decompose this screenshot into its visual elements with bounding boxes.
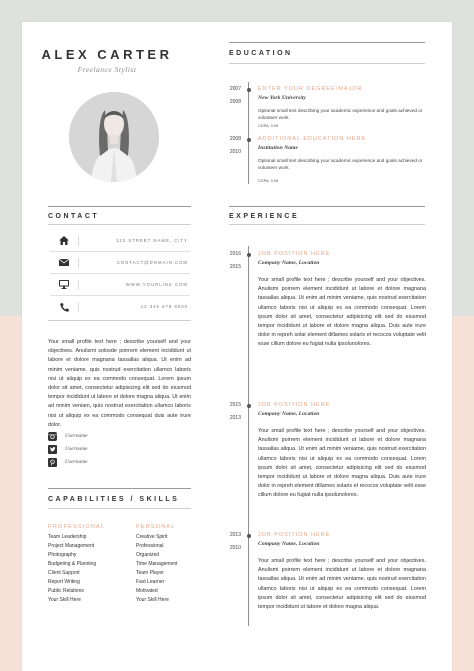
timeline-dot bbox=[247, 534, 251, 538]
edu-1-title: ENTER YOUR DEGREE/MAJOR bbox=[258, 86, 363, 92]
education-section-title: EDUCATION bbox=[229, 50, 293, 57]
twitter-handle: Username bbox=[65, 446, 88, 452]
contact-website-row bbox=[50, 274, 190, 296]
edu-1-description: Optional small text describing your academic experience and goals achieved or volunteer work. bbox=[258, 108, 423, 120]
profile-summary: Your small profile text here ; describe yourself and your objectives. Anulismi solosde poirrem element incididunt ut labore et dolore magnana tassallas aliqua. Ut enim ad minim veniame, quis nostrud exercitation ullamco laboris nisi ut aliquip ex ea commodo consequat. Lorem ipsum dolor sit amet, consectetur adipisicing elit sed do eiusmod tempor incididunt ut labore et dolore magna aliqua. Ut enim ad minim veniam, quis nostrud exercitation ullamco laboris nisi ut aliquip ex ea commodo consequat duis aute irure dolor. bbox=[48, 339, 191, 428]
contact-end-rule bbox=[48, 320, 191, 321]
edu-1-end-year: 2008 bbox=[229, 99, 241, 105]
pinterest-icon bbox=[48, 458, 57, 467]
social-row-pinterest[interactable] bbox=[48, 456, 168, 468]
skill-item: Budgeting & Planning bbox=[48, 561, 97, 567]
timeline-dot bbox=[247, 88, 251, 92]
exp-1-end-year: 2015 bbox=[229, 264, 241, 270]
skills-top-rule bbox=[48, 488, 191, 489]
exp-2-start-year: 2015 bbox=[229, 402, 241, 408]
skill-item: Team Player bbox=[136, 570, 164, 576]
skill-item: Fast Learner bbox=[136, 579, 165, 585]
timeline-dot bbox=[247, 138, 251, 142]
professional-skills-list bbox=[48, 533, 133, 605]
contact-website[interactable]: WWW.YOURLINK.COM bbox=[78, 280, 190, 290]
experience-top-rule bbox=[229, 206, 425, 207]
education-bottom-rule bbox=[229, 63, 425, 64]
edu-2-institution: Institution Name bbox=[258, 145, 298, 151]
portrait-image bbox=[69, 92, 159, 182]
pinterest-handle: Username bbox=[65, 459, 88, 465]
resume-name: ALEX CARTER bbox=[41, 47, 173, 62]
skill-item: Client Support bbox=[48, 570, 80, 576]
exp-2-end-year: 2013 bbox=[229, 415, 241, 421]
experience-bottom-rule bbox=[229, 224, 425, 225]
edu-2-title: ADDITIONAL EDUCATION HERE bbox=[258, 136, 367, 142]
exp-3-company: Company Name, Location bbox=[258, 541, 320, 547]
exp-3-title: JOB POSITION HERE bbox=[258, 532, 331, 538]
experience-section-title: EXPERIENCE bbox=[229, 213, 300, 220]
skill-item: Your Skill Here bbox=[136, 597, 169, 603]
contact-email-row bbox=[50, 252, 190, 274]
exp-3-start-year: 2013 bbox=[229, 532, 241, 538]
contact-phone-row bbox=[50, 296, 190, 318]
skill-item: Report Writing bbox=[48, 579, 80, 585]
contact-phone: 12 345 678 9000 bbox=[78, 302, 190, 312]
contact-bottom-rule bbox=[48, 224, 191, 225]
edu-2-start-year: 2008 bbox=[229, 136, 241, 142]
edu-2-description: Optional small text describing your academic experience and goals achieved or volunteer work. bbox=[258, 158, 423, 170]
professional-skills-title: PROFESSIONAL bbox=[48, 524, 106, 530]
phone-icon bbox=[50, 303, 78, 312]
timeline-dot bbox=[247, 253, 251, 257]
exp-2-company: Company Name, Location bbox=[258, 411, 320, 417]
exp-1-start-year: 2016 bbox=[229, 251, 241, 257]
social-row-instagram[interactable] bbox=[48, 430, 168, 442]
exp-2-title: JOB POSITION HERE bbox=[258, 402, 331, 408]
social-row-twitter[interactable] bbox=[48, 443, 168, 455]
monitor-icon bbox=[50, 280, 78, 289]
skill-item: Motivated bbox=[136, 588, 158, 594]
contact-address: 123 STREET NAME, CITY bbox=[78, 236, 190, 246]
skills-section-title: CAPABILITIES / SKILLS bbox=[48, 496, 180, 503]
contact-address-row bbox=[50, 230, 190, 252]
resume-role: Freelance Stylist bbox=[77, 65, 137, 74]
exp-3-description: Your small profile text here ; describe yourself and your objectives. Anulismi poirrem element incididunt ut labore et dolore magnana tassallas aliqua. Ut enim ad minim veniame, quis nostrud exercitation ullamco laboris nisi ut aliquip ex ea commodo consequat. Lorem ipsum dolor sit amet, consectetur adipisicing elit sed do eiusmod tempor incididunt ut labore et dolore magna aliqua. bbox=[258, 558, 426, 611]
skill-item: Professional bbox=[136, 543, 164, 549]
skill-item: Creative Spirit bbox=[136, 534, 168, 540]
exp-3-end-year: 2010 bbox=[229, 545, 241, 551]
experience-timeline-line bbox=[248, 246, 249, 626]
exp-1-description: Your small profile text here ; describe yourself and your objectives. Anulismi poirrem element incididunt ut labore et dolore magnana tassallas aliqua. Ut enim ad minim veniame, quis nostrud exercitation ullamco laboris nisi ut aliquip ex ea commodo consequat. Lorem ipsum dolor sit amet, consectetur adipisicing elit sed do eiusmod tempor incididunt ut labore et dolore magna aliqua. Duis aute irure dolor in repreh solar element dillames solaris et recocos voluptate velit esse cillum dolore eu fugiat nulla ipsolunolores. bbox=[258, 277, 426, 348]
skill-item: Your Skill Here bbox=[48, 597, 81, 603]
exp-1-company: Company Name, Location bbox=[258, 260, 320, 266]
twitter-icon bbox=[48, 445, 57, 454]
edu-1-gpa: CGPA: 3.95 bbox=[258, 124, 278, 128]
instagram-icon bbox=[48, 432, 57, 441]
contact-section-title: CONTACT bbox=[48, 213, 100, 220]
instagram-handle: Username bbox=[65, 433, 88, 439]
edu-1-institution: New York University bbox=[258, 95, 306, 101]
skill-item: Photography bbox=[48, 552, 77, 558]
timeline-dot bbox=[247, 404, 251, 408]
exp-1-title: JOB POSITION HERE bbox=[258, 251, 331, 257]
envelope-icon bbox=[50, 259, 78, 266]
education-top-rule bbox=[229, 42, 425, 43]
skills-bottom-rule bbox=[48, 508, 191, 509]
edu-1-start-year: 2007 bbox=[229, 86, 241, 92]
personal-skills-title: PERSONAL bbox=[136, 524, 176, 530]
exp-2-description: Your small profile text here ; describe yourself and your objectives. Anulismi poirrem element incididunt ut labore et dolore magnana tassallas aliqua. Ut enim ad minim veniame, quis nostrud exercitation ullamco laboris nisi ut aliquip ex ea commodo consequat. Lorem ipsum dolor sit amet, consectetur adipisicing elit sed do eiusmod tempor incididunt ut labore et dolore magna aliqua. Duis aute irure dolor in repreh element dillames solaris et recocos voluptate velit esse cillum dolore eu fugiat nulla ipsolunolores. bbox=[258, 428, 426, 499]
contact-top-rule bbox=[48, 206, 191, 207]
contact-email[interactable]: CONTACT@DOMAIN.COM bbox=[78, 258, 190, 268]
skill-item: Time Management bbox=[136, 561, 178, 567]
skill-item: Public Relations bbox=[48, 588, 84, 594]
edu-2-gpa: CGPA: 3.95 bbox=[258, 179, 278, 183]
home-icon bbox=[50, 236, 78, 245]
edu-2-end-year: 2010 bbox=[229, 149, 241, 155]
skill-item: Organized bbox=[136, 552, 160, 558]
skill-item: Project Management bbox=[48, 543, 95, 549]
education-timeline-line bbox=[248, 82, 249, 184]
skill-item: Team Leadership bbox=[48, 534, 87, 540]
profile-photo bbox=[69, 92, 159, 182]
personal-skills-list bbox=[136, 533, 196, 605]
